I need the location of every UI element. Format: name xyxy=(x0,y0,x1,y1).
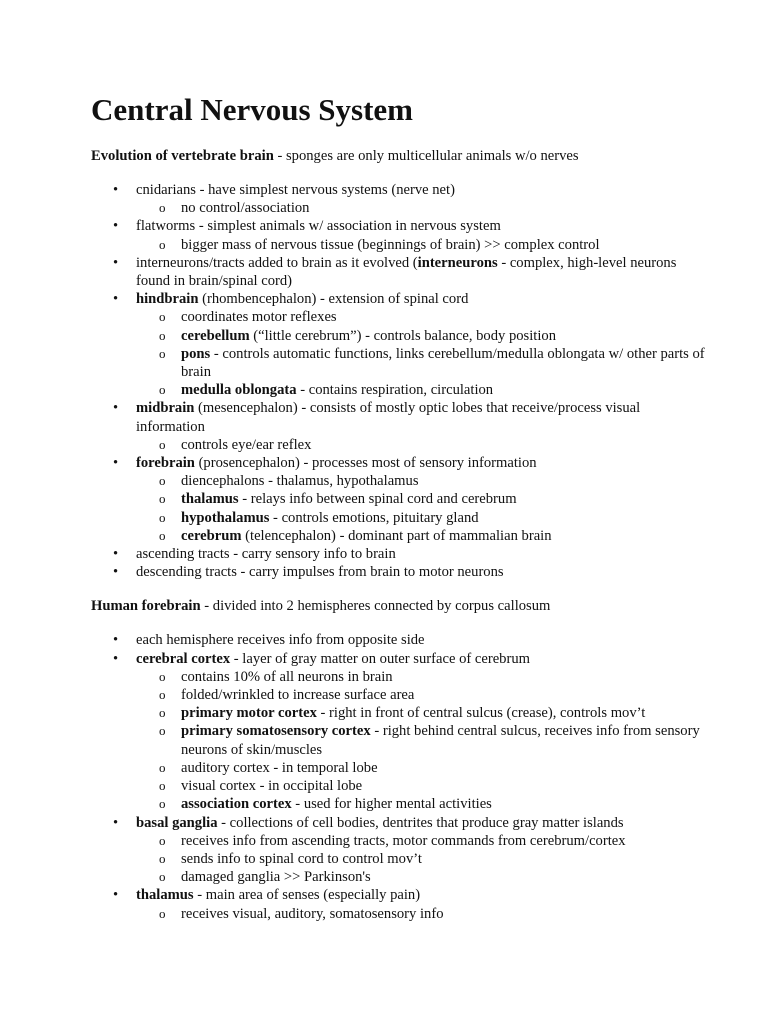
item-text: - right in front of central sulcus (crease), controls mov’t xyxy=(316,705,646,722)
item-text: (rhombencephalon) - extension of spinal cord xyxy=(198,291,469,308)
sub-list-item xyxy=(181,686,708,704)
sub-list xyxy=(136,832,708,887)
item-text: - relays info between spinal cord and cerebrum xyxy=(238,491,517,508)
item-term: cerebrum xyxy=(181,527,242,544)
item-term: primary somatosensory cortex xyxy=(181,723,371,740)
sub-list xyxy=(136,236,708,254)
sub-list-item xyxy=(181,850,708,868)
item-term: midbrain xyxy=(136,400,195,417)
sub-list-item xyxy=(181,668,708,686)
list-item xyxy=(136,217,708,253)
section-forebrain-intro xyxy=(91,597,708,615)
item-text: sends info to spinal cord to control mov’t xyxy=(181,850,422,867)
sub-list xyxy=(136,905,708,923)
item-text: auditory cortex - in temporal lobe xyxy=(181,759,378,776)
list-item xyxy=(136,290,708,399)
sub-list-item xyxy=(181,381,708,399)
sub-list-item xyxy=(181,759,708,777)
item-term: association cortex xyxy=(181,796,292,813)
item-text: folded/wrinkled to increase surface area xyxy=(181,687,415,704)
evolution-list xyxy=(91,181,708,581)
sub-list-item xyxy=(181,509,708,527)
forebrain-list xyxy=(91,631,708,922)
sub-list-item xyxy=(181,704,708,722)
item-text: contains 10% of all neurons in brain xyxy=(181,668,393,685)
item-text: receives visual, auditory, somatosensory info xyxy=(181,905,444,922)
item-text: - main area of senses (especially pain) xyxy=(193,887,421,904)
sub-list-item xyxy=(181,308,708,326)
section-intro-text: - sponges are only multicellular animals w/o nerves xyxy=(273,148,579,164)
item-text: descending tracts - carry impulses from brain to motor neurons xyxy=(136,564,504,581)
list-item xyxy=(136,650,708,814)
page-title: Central Nervous System xyxy=(91,92,414,127)
item-text: - used for higher mental activities xyxy=(291,796,492,813)
sub-list-item xyxy=(181,345,708,381)
item-text: (“little cerebrum”) - controls balance, body position xyxy=(249,327,556,344)
list-item xyxy=(136,254,708,290)
item-text: each hemisphere receives info from opposite side xyxy=(136,632,425,649)
item-text: - controls automatic functions, links cerebellum/medulla oblongata w/ other parts of brain xyxy=(181,345,705,381)
item-text: (mesencephalon) - consists of mostly optic lobes that receive/process visual information xyxy=(136,400,641,435)
item-text: coordinates motor reflexes xyxy=(181,309,337,326)
sub-list xyxy=(136,308,708,399)
item-text: - controls emotions, pituitary gland xyxy=(269,509,479,526)
item-text: - right behind central sulcus, receives info from sensory neurons of skin/muscles xyxy=(181,723,700,758)
item-term: hypothalamus xyxy=(181,509,270,526)
sub-list xyxy=(136,472,708,545)
sub-list xyxy=(136,199,708,217)
item-text: cnidarians - have simplest nervous systems (nerve net) xyxy=(136,182,455,198)
item-term: pons xyxy=(181,345,211,362)
section-evolution-intro xyxy=(91,147,708,165)
item-text: - complex, high-level neurons found in brain/spinal cord) xyxy=(136,254,677,290)
list-item xyxy=(136,181,708,217)
item-text: controls eye/ear reflex xyxy=(181,436,312,453)
item-term: thalamus xyxy=(181,491,239,508)
sub-list-item xyxy=(181,436,708,454)
item-term: interneurons xyxy=(417,254,498,271)
item-text: interneurons/tracts added to brain as it evolved ( xyxy=(136,254,418,271)
sub-list-item xyxy=(181,905,708,923)
list-item xyxy=(136,886,708,922)
sub-list-item xyxy=(181,327,708,345)
sub-list xyxy=(136,668,708,814)
item-term: basal ganglia xyxy=(136,814,218,831)
item-term: thalamus xyxy=(136,887,194,904)
item-text: (prosencephalon) - processes most of sensory information xyxy=(194,455,537,472)
item-text: (telencephalon) - dominant part of mammalian brain xyxy=(241,527,552,544)
sub-list-item xyxy=(181,472,708,490)
section-intro-text: - divided into 2 hemispheres connected by corpus callosum xyxy=(200,598,551,615)
item-text: ascending tracts - carry sensory info to brain xyxy=(136,546,396,563)
item-text: no control/association xyxy=(181,200,310,217)
item-text: damaged ganglia >> Parkinson's xyxy=(181,869,371,886)
item-term: medulla oblongata xyxy=(181,382,297,399)
item-text: bigger mass of nervous tissue (beginnings of brain) >> complex control xyxy=(181,236,600,253)
item-text: receives info from ascending tracts, motor commands from cerebrum/cortex xyxy=(181,832,626,849)
item-text: - contains respiration, circulation xyxy=(296,382,494,399)
list-item xyxy=(136,454,708,545)
section-heading: Human forebrain xyxy=(91,598,201,615)
sub-list-item xyxy=(181,868,708,886)
sub-list-item xyxy=(181,490,708,508)
sub-list-item xyxy=(181,236,708,254)
item-text: visual cortex - in occipital lobe xyxy=(181,778,363,795)
item-text: flatworms - simplest animals w/ association in nervous system xyxy=(136,218,501,235)
sub-list-item xyxy=(181,795,708,813)
list-item xyxy=(136,545,708,563)
sub-list-item xyxy=(181,527,708,545)
sub-list-item xyxy=(181,722,708,758)
item-term: hindbrain xyxy=(136,291,199,308)
item-text: diencephalons - thalamus, hypothalamus xyxy=(181,473,419,490)
list-item xyxy=(136,399,708,454)
item-term: cerebral cortex xyxy=(136,650,231,667)
list-item xyxy=(136,563,708,581)
item-term: primary motor cortex xyxy=(181,705,317,722)
sub-list-item xyxy=(181,777,708,795)
item-text: - collections of cell bodies, dentrites that produce gray matter islands xyxy=(217,814,624,831)
item-term: forebrain xyxy=(136,455,195,472)
list-item xyxy=(136,631,708,649)
sub-list-item xyxy=(181,832,708,850)
item-term: cerebellum xyxy=(181,327,250,344)
list-item xyxy=(136,814,708,887)
section-heading: Evolution of vertebrate brain xyxy=(91,148,274,164)
item-text: - layer of gray matter on outer surface of cerebrum xyxy=(230,650,530,667)
sub-list-item xyxy=(181,199,708,217)
sub-list xyxy=(136,436,708,454)
